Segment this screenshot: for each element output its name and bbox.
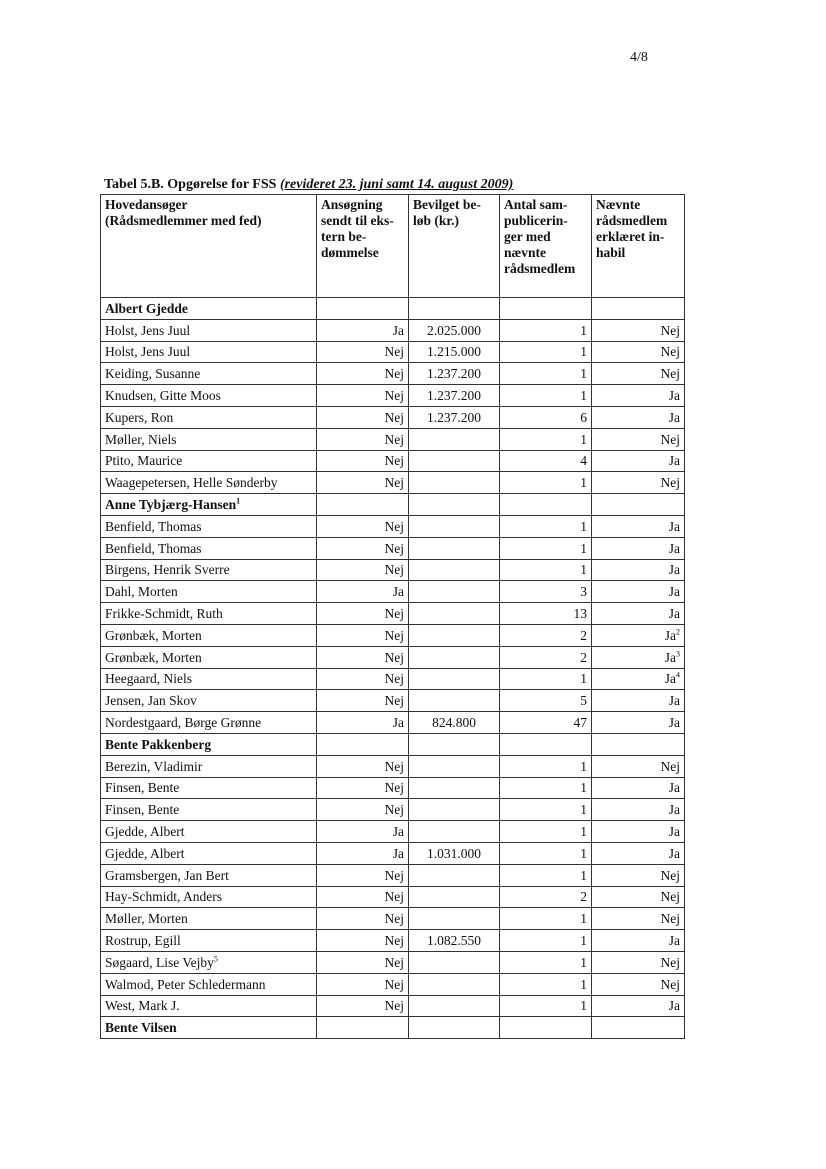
- table-title-revision: (revideret 23. juni samt 14. august 2009): [279, 177, 514, 192]
- copublication-count-cell: 5: [500, 690, 592, 712]
- external-review-cell: Nej: [317, 472, 409, 494]
- inhabil-cell: Nej: [592, 755, 685, 777]
- external-review-cell: Nej: [317, 777, 409, 799]
- external-review-cell: Nej: [317, 603, 409, 625]
- applicant-name-cell: Grønbæk, Morten: [101, 646, 317, 668]
- inhabil-cell: Ja: [592, 515, 685, 537]
- applicant-name-cell: Bente Vilsen: [101, 1017, 317, 1039]
- header-line: rådsmedlem: [596, 213, 668, 228]
- granted-amount-cell: [409, 908, 500, 930]
- table-row: [101, 406, 685, 428]
- granted-amount-cell: [409, 755, 500, 777]
- council-member-row: [101, 494, 685, 516]
- header-line: Antal sam-: [504, 197, 568, 212]
- table-row: [101, 995, 685, 1017]
- header-inhabil: [592, 195, 685, 298]
- inhabil-cell: Ja: [592, 581, 685, 603]
- table-row: [101, 319, 685, 341]
- header-line: rådsmedlem: [504, 261, 576, 276]
- copublication-count-cell: [500, 1017, 592, 1039]
- applicant-name-cell: Benfield, Thomas: [101, 515, 317, 537]
- applicant-name-cell: Grønbæk, Morten: [101, 624, 317, 646]
- copublication-count-cell: 1: [500, 755, 592, 777]
- external-review-cell: Nej: [317, 450, 409, 472]
- table-title-main: Tabel 5.B. Opgørelse for FSS: [104, 177, 277, 192]
- inhabil-cell: Nej: [592, 428, 685, 450]
- external-review-cell: Nej: [317, 908, 409, 930]
- inhabil-cell: [592, 733, 685, 755]
- council-member-row: [101, 298, 685, 320]
- granted-amount-cell: [409, 472, 500, 494]
- header-line: (Rådsmedlemmer med fed): [105, 213, 262, 228]
- external-review-cell: Nej: [317, 930, 409, 952]
- header-line: habil: [596, 245, 626, 260]
- council-member-row: [101, 733, 685, 755]
- inhabil-cell: Nej: [592, 319, 685, 341]
- applicant-name-cell: Holst, Jens Juul: [101, 319, 317, 341]
- external-review-cell: Nej: [317, 646, 409, 668]
- external-review-cell: Nej: [317, 559, 409, 581]
- granted-amount-cell: [409, 494, 500, 516]
- header-hovedansoger: [101, 195, 317, 298]
- external-review-cell: Nej: [317, 799, 409, 821]
- granted-amount-cell: [409, 995, 500, 1017]
- copublication-count-cell: 1: [500, 951, 592, 973]
- granted-amount-cell: [409, 886, 500, 908]
- granted-amount-cell: [409, 733, 500, 755]
- inhabil-cell: Ja: [592, 930, 685, 952]
- inhabil-cell: Nej: [592, 951, 685, 973]
- applicant-name-cell: Dahl, Morten: [101, 581, 317, 603]
- table-row: [101, 755, 685, 777]
- inhabil-cell: Ja: [592, 821, 685, 843]
- external-review-cell: Nej: [317, 363, 409, 385]
- copublication-count-cell: 1: [500, 973, 592, 995]
- copublication-count-cell: 1: [500, 319, 592, 341]
- external-review-cell: [317, 733, 409, 755]
- external-review-cell: Nej: [317, 515, 409, 537]
- copublication-count-cell: 1: [500, 472, 592, 494]
- copublication-count-cell: 1: [500, 842, 592, 864]
- inhabil-cell: Ja: [592, 842, 685, 864]
- inhabil-cell: Nej: [592, 864, 685, 886]
- table-row: [101, 341, 685, 363]
- table-row: [101, 973, 685, 995]
- copublication-count-cell: 1: [500, 908, 592, 930]
- header-line: løb (kr.): [413, 213, 460, 228]
- copublication-count-cell: 1: [500, 821, 592, 843]
- inhabil-cell: [592, 298, 685, 320]
- external-review-cell: Nej: [317, 385, 409, 407]
- copublication-count-cell: 1: [500, 930, 592, 952]
- granted-amount-cell: 1.082.550: [409, 930, 500, 952]
- external-review-cell: Nej: [317, 624, 409, 646]
- table-row: [101, 603, 685, 625]
- inhabil-cell: Ja: [592, 690, 685, 712]
- copublication-count-cell: 1: [500, 559, 592, 581]
- table-row: [101, 385, 685, 407]
- footnote-marker: 2: [676, 627, 680, 637]
- table-row: [101, 821, 685, 843]
- applicant-name-cell: Finsen, Bente: [101, 799, 317, 821]
- granted-amount-cell: 1.215.000: [409, 341, 500, 363]
- external-review-cell: Ja: [317, 842, 409, 864]
- header-line: publicerin-: [504, 213, 568, 228]
- external-review-cell: Nej: [317, 995, 409, 1017]
- page-number: 4/8: [630, 50, 648, 65]
- table-row: [101, 559, 685, 581]
- inhabil-cell: Nej: [592, 973, 685, 995]
- applicant-name-cell: Gjedde, Albert: [101, 842, 317, 864]
- table-row: [101, 450, 685, 472]
- header-ansogning: [317, 195, 409, 298]
- header-line: Nævnte: [596, 197, 641, 212]
- table-row: [101, 428, 685, 450]
- council-member-row: [101, 1017, 685, 1039]
- table-row: [101, 930, 685, 952]
- fss-table: [100, 194, 685, 1039]
- copublication-count-cell: 1: [500, 363, 592, 385]
- header-line: Bevilget be-: [413, 197, 481, 212]
- table-row: [101, 646, 685, 668]
- copublication-count-cell: 3: [500, 581, 592, 603]
- inhabil-cell: Ja: [592, 406, 685, 428]
- inhabil-cell: Ja: [592, 385, 685, 407]
- external-review-cell: [317, 1017, 409, 1039]
- inhabil-cell: Ja$^2$: [592, 624, 685, 646]
- copublication-count-cell: 6: [500, 406, 592, 428]
- inhabil-cell: Nej: [592, 908, 685, 930]
- granted-amount-cell: [409, 646, 500, 668]
- applicant-name-cell: Anne Tybjærg-Hansen$^1$: [101, 494, 317, 516]
- copublication-count-cell: 1: [500, 799, 592, 821]
- applicant-name-cell: Birgens, Henrik Sverre: [101, 559, 317, 581]
- granted-amount-cell: 1.237.200: [409, 406, 500, 428]
- copublication-count-cell: [500, 494, 592, 516]
- applicant-name-cell: Møller, Niels: [101, 428, 317, 450]
- granted-amount-cell: [409, 515, 500, 537]
- header-line: nævnte: [504, 245, 547, 260]
- applicant-name-cell: Gjedde, Albert: [101, 821, 317, 843]
- table-row: [101, 690, 685, 712]
- external-review-cell: Nej: [317, 886, 409, 908]
- inhabil-cell: [592, 494, 685, 516]
- granted-amount-cell: [409, 864, 500, 886]
- copublication-count-cell: 2: [500, 886, 592, 908]
- granted-amount-cell: [409, 559, 500, 581]
- external-review-cell: Ja: [317, 319, 409, 341]
- header-bevilget: [409, 195, 500, 298]
- table-row: [101, 799, 685, 821]
- applicant-name-cell: Berezin, Vladimir: [101, 755, 317, 777]
- applicant-name-cell: Kupers, Ron: [101, 406, 317, 428]
- copublication-count-cell: 2: [500, 624, 592, 646]
- copublication-count-cell: 1: [500, 515, 592, 537]
- inhabil-cell: Ja: [592, 537, 685, 559]
- applicant-name-cell: Gramsbergen, Jan Bert: [101, 864, 317, 886]
- granted-amount-cell: [409, 624, 500, 646]
- table-row: [101, 515, 685, 537]
- applicant-name-cell: Rostrup, Egill: [101, 930, 317, 952]
- table-row: [101, 537, 685, 559]
- applicant-name-cell: Bente Pakkenberg: [101, 733, 317, 755]
- applicant-name-cell: Søgaard, Lise Vejby$^5$: [101, 951, 317, 973]
- inhabil-cell: Ja: [592, 799, 685, 821]
- copublication-count-cell: 1: [500, 385, 592, 407]
- footnote-marker: 1: [236, 496, 241, 506]
- applicant-name-cell: Holst, Jens Juul: [101, 341, 317, 363]
- table-row: [101, 908, 685, 930]
- table-row: [101, 951, 685, 973]
- granted-amount-cell: [409, 668, 500, 690]
- copublication-count-cell: 1: [500, 341, 592, 363]
- table-row: [101, 712, 685, 734]
- external-review-cell: Nej: [317, 428, 409, 450]
- granted-amount-cell: [409, 581, 500, 603]
- applicant-name-cell: Frikke-Schmidt, Ruth: [101, 603, 317, 625]
- copublication-count-cell: 47: [500, 712, 592, 734]
- granted-amount-cell: 1.031.000: [409, 842, 500, 864]
- inhabil-cell: Ja: [592, 712, 685, 734]
- footnote-marker: 3: [676, 649, 680, 659]
- header-line: sendt til eks-: [321, 213, 394, 228]
- granted-amount-cell: [409, 821, 500, 843]
- applicant-name-cell: Walmod, Peter Schledermann: [101, 973, 317, 995]
- copublication-count-cell: 1: [500, 864, 592, 886]
- external-review-cell: Nej: [317, 951, 409, 973]
- inhabil-cell: Nej: [592, 341, 685, 363]
- table-row: [101, 864, 685, 886]
- granted-amount-cell: [409, 298, 500, 320]
- table-body: [101, 298, 685, 1039]
- inhabil-cell: Ja: [592, 777, 685, 799]
- table-row: [101, 842, 685, 864]
- external-review-cell: Ja: [317, 581, 409, 603]
- granted-amount-cell: [409, 1017, 500, 1039]
- copublication-count-cell: 13: [500, 603, 592, 625]
- external-review-cell: Nej: [317, 755, 409, 777]
- table-row: [101, 363, 685, 385]
- granted-amount-cell: 824.800: [409, 712, 500, 734]
- applicant-name-cell: Møller, Morten: [101, 908, 317, 930]
- header-line: erklæret in-: [596, 229, 665, 244]
- granted-amount-cell: 1.237.200: [409, 385, 500, 407]
- copublication-count-cell: 1: [500, 668, 592, 690]
- inhabil-cell: Nej: [592, 363, 685, 385]
- applicant-name-cell: Finsen, Bente: [101, 777, 317, 799]
- header-line: tern be-: [321, 229, 367, 244]
- copublication-count-cell: 1: [500, 428, 592, 450]
- inhabil-cell: Ja: [592, 559, 685, 581]
- granted-amount-cell: [409, 951, 500, 973]
- inhabil-cell: [592, 1017, 685, 1039]
- copublication-count-cell: 2: [500, 646, 592, 668]
- granted-amount-cell: [409, 690, 500, 712]
- applicant-name-cell: West, Mark J.: [101, 995, 317, 1017]
- external-review-cell: [317, 298, 409, 320]
- inhabil-cell: Nej: [592, 886, 685, 908]
- granted-amount-cell: [409, 777, 500, 799]
- copublication-count-cell: 1: [500, 777, 592, 799]
- inhabil-cell: Ja$^3$: [592, 646, 685, 668]
- table-row: [101, 886, 685, 908]
- granted-amount-cell: [409, 450, 500, 472]
- applicant-name-cell: Ptito, Maurice: [101, 450, 317, 472]
- applicant-name-cell: Knudsen, Gitte Moos: [101, 385, 317, 407]
- footnote-marker: 5: [213, 954, 218, 964]
- inhabil-cell: Ja$^4$: [592, 668, 685, 690]
- inhabil-cell: Ja: [592, 603, 685, 625]
- copublication-count-cell: [500, 733, 592, 755]
- granted-amount-cell: [409, 603, 500, 625]
- applicant-name-cell: Hay-Schmidt, Anders: [101, 886, 317, 908]
- applicant-name-cell: Jensen, Jan Skov: [101, 690, 317, 712]
- external-review-cell: Nej: [317, 406, 409, 428]
- applicant-name-cell: Benfield, Thomas: [101, 537, 317, 559]
- external-review-cell: Nej: [317, 341, 409, 363]
- external-review-cell: Nej: [317, 864, 409, 886]
- table-row: [101, 668, 685, 690]
- external-review-cell: Nej: [317, 668, 409, 690]
- copublication-count-cell: 1: [500, 537, 592, 559]
- granted-amount-cell: 2.025.000: [409, 319, 500, 341]
- footnote-marker: 4: [676, 670, 680, 680]
- external-review-cell: Ja: [317, 821, 409, 843]
- table-header-row: [101, 195, 685, 298]
- table-title: [104, 177, 513, 193]
- applicant-name-cell: Waagepetersen, Helle Sønderby: [101, 472, 317, 494]
- inhabil-cell: Ja: [592, 450, 685, 472]
- table-row: [101, 777, 685, 799]
- copublication-count-cell: 1: [500, 995, 592, 1017]
- external-review-cell: Nej: [317, 973, 409, 995]
- applicant-name-cell: Keiding, Susanne: [101, 363, 317, 385]
- external-review-cell: Ja: [317, 712, 409, 734]
- table-row: [101, 472, 685, 494]
- applicant-name-cell: Albert Gjedde: [101, 298, 317, 320]
- table-row: [101, 581, 685, 603]
- header-line: Hovedansøger: [105, 197, 188, 212]
- header-line: ger med: [504, 229, 551, 244]
- header-line: Ansøgning: [321, 197, 383, 212]
- external-review-cell: Nej: [317, 537, 409, 559]
- applicant-name-cell: Heegaard, Niels: [101, 668, 317, 690]
- inhabil-cell: Ja: [592, 995, 685, 1017]
- granted-amount-cell: [409, 799, 500, 821]
- granted-amount-cell: [409, 537, 500, 559]
- external-review-cell: [317, 494, 409, 516]
- inhabil-cell: Nej: [592, 472, 685, 494]
- applicant-name-cell: Nordestgaard, Børge Grønne: [101, 712, 317, 734]
- granted-amount-cell: 1.237.200: [409, 363, 500, 385]
- granted-amount-cell: [409, 973, 500, 995]
- copublication-count-cell: 4: [500, 450, 592, 472]
- table-row: [101, 624, 685, 646]
- granted-amount-cell: [409, 428, 500, 450]
- copublication-count-cell: [500, 298, 592, 320]
- header-line: dømmelse: [321, 245, 379, 260]
- external-review-cell: Nej: [317, 690, 409, 712]
- header-antal: [500, 195, 592, 298]
